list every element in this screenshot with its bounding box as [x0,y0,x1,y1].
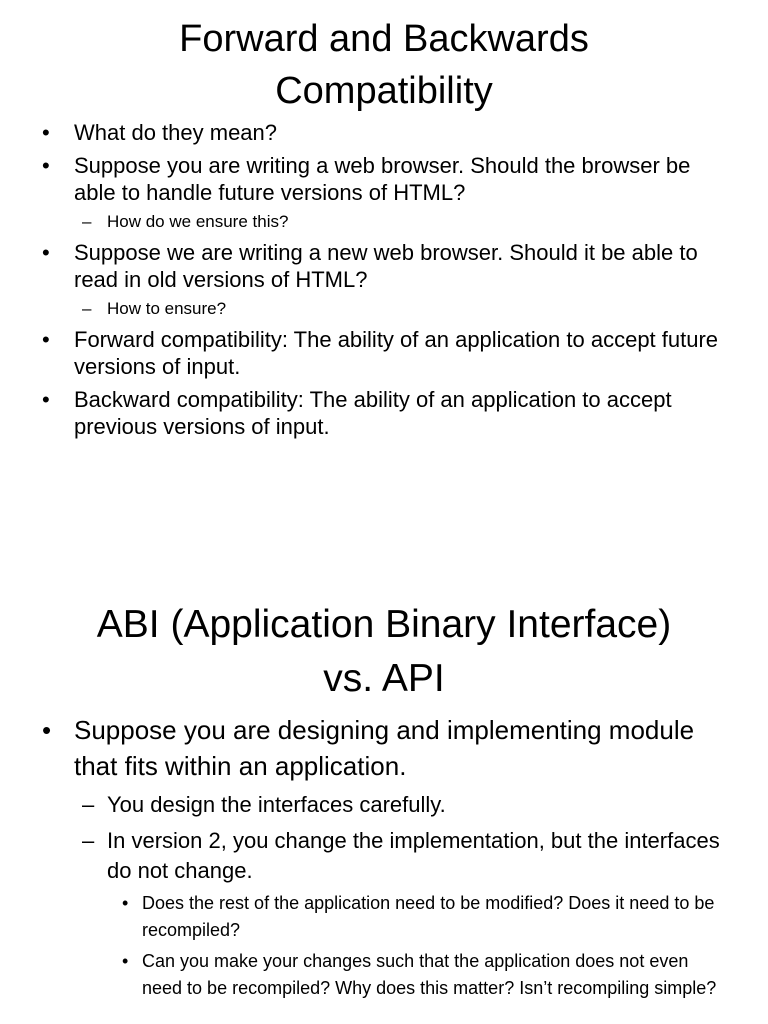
slide-title-line-1: Forward and Backwards [179,18,589,60]
list-item [0,386,768,440]
bullet-icon: • [42,715,52,745]
sub-list-item-text: How do we ensure this? [107,212,289,231]
slide-title-line-2: vs. API [323,657,445,700]
slide-title [0,512,768,706]
slide-title-line-2: Compatibility [275,70,493,112]
bullet-icon: • [122,893,129,913]
sub-list-item-text: You design the interfaces carefully. [107,792,446,817]
sub-sub-list-item-text: Does the rest of the application need to be modified? Does it need to be recompiled? [142,893,715,940]
dash-icon: – [82,828,95,853]
sub-sub-list-item [0,948,768,1002]
slide-title-line-1: ABI (Application Binary Interface) [96,603,672,646]
list-item-text: What do they mean? [74,120,278,145]
bullet-icon: • [122,951,129,971]
dash-icon: – [82,299,92,318]
sub-list-item [0,790,768,820]
list-item [0,712,768,784]
sub-sub-list-item [0,890,768,944]
sub-sub-list-item-text: Can you make your changes such that the application does not even need to be recompiled? Why does this matter? Isn’t recompiling simple? [142,951,717,998]
list-item-text: Suppose you are writing a web browser. Should the browser be able to handle future versions of HTML? [74,153,691,205]
list-item-text: Suppose we are writing a new web browser. Should it be able to read in old versions of HTML? [74,240,698,292]
bullet-icon: • [42,153,50,178]
slide-abi-vs-api [0,512,768,1024]
sub-list-item [0,298,768,320]
sub-list-item [0,826,768,886]
bullet-icon: • [42,327,50,352]
sub-list-item-text: How to ensure? [107,299,227,318]
list-item-text: Backward compatibility: The ability of an application to accept previous versions of input. [74,387,672,439]
sub-list-item [0,211,768,233]
list-item [0,239,768,293]
bullet-icon: • [42,120,50,145]
dash-icon: – [82,792,95,817]
list-item-text: Suppose you are designing and implementing module that fits within an application. [74,715,695,781]
slide-title [0,0,768,117]
list-item-text: Forward compatibility: The ability of an application to accept future versions of input. [74,327,719,379]
list-item [0,152,768,206]
bullet-list [0,712,768,1002]
bullet-icon: • [42,387,50,412]
list-item [0,326,768,380]
sub-list-item-text: In version 2, you change the implementation, but the interfaces do not change. [107,828,720,883]
list-item [0,119,768,146]
dash-icon: – [82,212,92,231]
bullet-list [0,119,768,440]
bullet-icon: • [42,240,50,265]
